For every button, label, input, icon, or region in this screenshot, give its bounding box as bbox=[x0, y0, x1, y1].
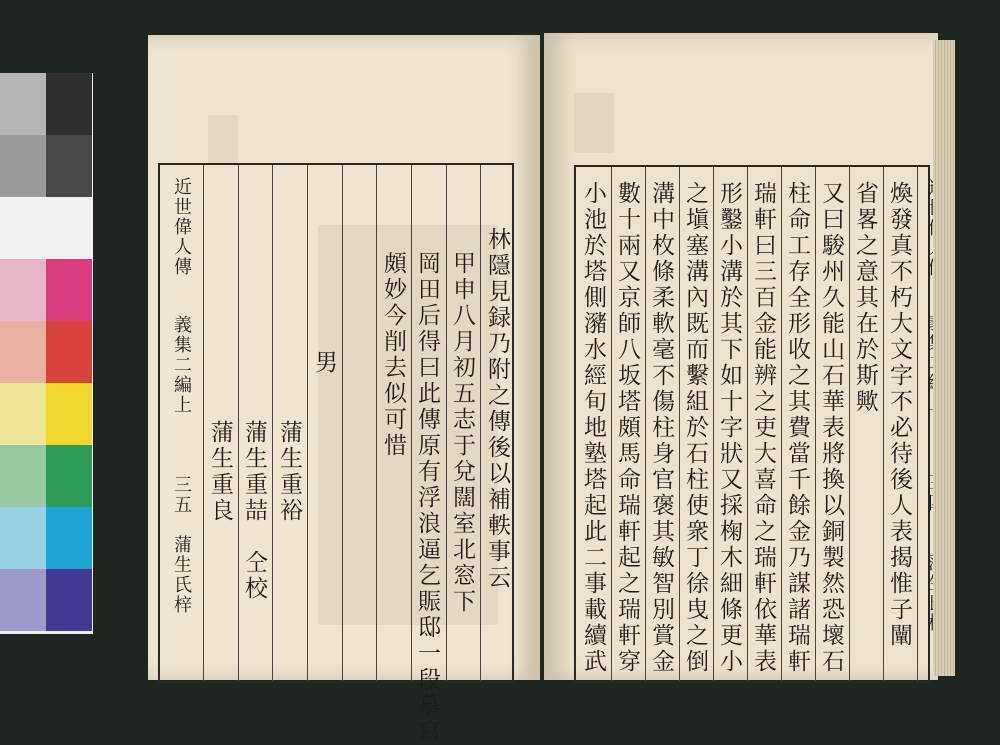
right-column-2: 省畧之意其在於斯歟 bbox=[852, 181, 878, 415]
left-column-6: 男 bbox=[311, 350, 337, 376]
left-column-8: 蒲生重喆 仝校 bbox=[241, 420, 267, 602]
right-column-10: 小池於塔側瀦水經旬地塾塔起此二事載續武 bbox=[580, 181, 606, 675]
color-swatch bbox=[0, 321, 46, 383]
color-swatch bbox=[46, 135, 92, 197]
right-column-4: 柱命工存全形收之其費當千餘金乃謀諸瑞軒 bbox=[784, 181, 810, 675]
color-swatch bbox=[0, 135, 46, 197]
right-page bbox=[544, 33, 938, 680]
color-swatch bbox=[46, 445, 92, 507]
right-column-6: 形鑿小溝於其下如十字狀又採椈木細條更小 bbox=[716, 181, 742, 675]
color-swatch bbox=[0, 569, 46, 631]
right-column-5: 瑞軒曰三百金能辨之吏大喜命之瑞軒依華表 bbox=[750, 181, 776, 675]
left-column-1: 林隱見録乃附之傳後以補軼事云 bbox=[484, 227, 510, 591]
left-column-2: 甲申八月初五志于兌闊室北窓下 bbox=[449, 251, 475, 615]
color-swatch bbox=[0, 73, 46, 135]
color-swatch bbox=[0, 445, 46, 507]
color-swatch bbox=[0, 197, 46, 259]
color-calibration-chart bbox=[0, 73, 93, 634]
page-edge bbox=[933, 40, 955, 676]
left-margin-page: 三五 bbox=[171, 475, 192, 515]
left-margin-publisher: 蒲生氏梓 bbox=[171, 535, 192, 615]
color-swatch bbox=[0, 383, 46, 445]
color-swatch bbox=[46, 73, 92, 135]
right-column-3: 又曰駿州久能山石華表將換以銅製然恐壞石 bbox=[818, 181, 844, 675]
left-column-9: 蒲生重良 bbox=[207, 420, 233, 524]
right-text-frame bbox=[574, 165, 930, 683]
left-page bbox=[148, 35, 540, 745]
color-swatch bbox=[0, 259, 46, 321]
left-column-3: 岡田后得曰此傳原有浮浪逼乞賑邸一段摹寫 bbox=[414, 251, 440, 745]
color-swatch bbox=[46, 321, 92, 383]
color-swatch bbox=[0, 507, 46, 569]
color-swatch bbox=[46, 507, 92, 569]
left-column-4: 頗妙今削去似可惜 bbox=[380, 251, 406, 459]
right-column-1: 煥發真不朽大文字不必待後人表揭惟子闡 bbox=[886, 181, 912, 649]
left-margin-volume: 義集二編上 bbox=[171, 315, 192, 415]
color-swatch bbox=[46, 383, 92, 445]
right-column-8: 溝中枚條柔軟毫不傷柱身官褒其敏智別賞金 bbox=[648, 181, 674, 675]
right-column-9: 數十兩又京師八坂塔頗馬命瑞軒起之瑞軒穿 bbox=[614, 181, 640, 675]
color-swatch bbox=[46, 259, 92, 321]
left-text-frame bbox=[158, 163, 514, 745]
color-swatch bbox=[46, 197, 92, 259]
right-column-7: 之塡塞溝內既而繫組於石柱使衆丁徐曳之倒 bbox=[682, 181, 708, 675]
left-column-7: 蒲生重裕 bbox=[276, 420, 302, 524]
left-margin-title: 近世偉人傳 bbox=[171, 177, 192, 277]
color-swatch bbox=[46, 569, 92, 631]
